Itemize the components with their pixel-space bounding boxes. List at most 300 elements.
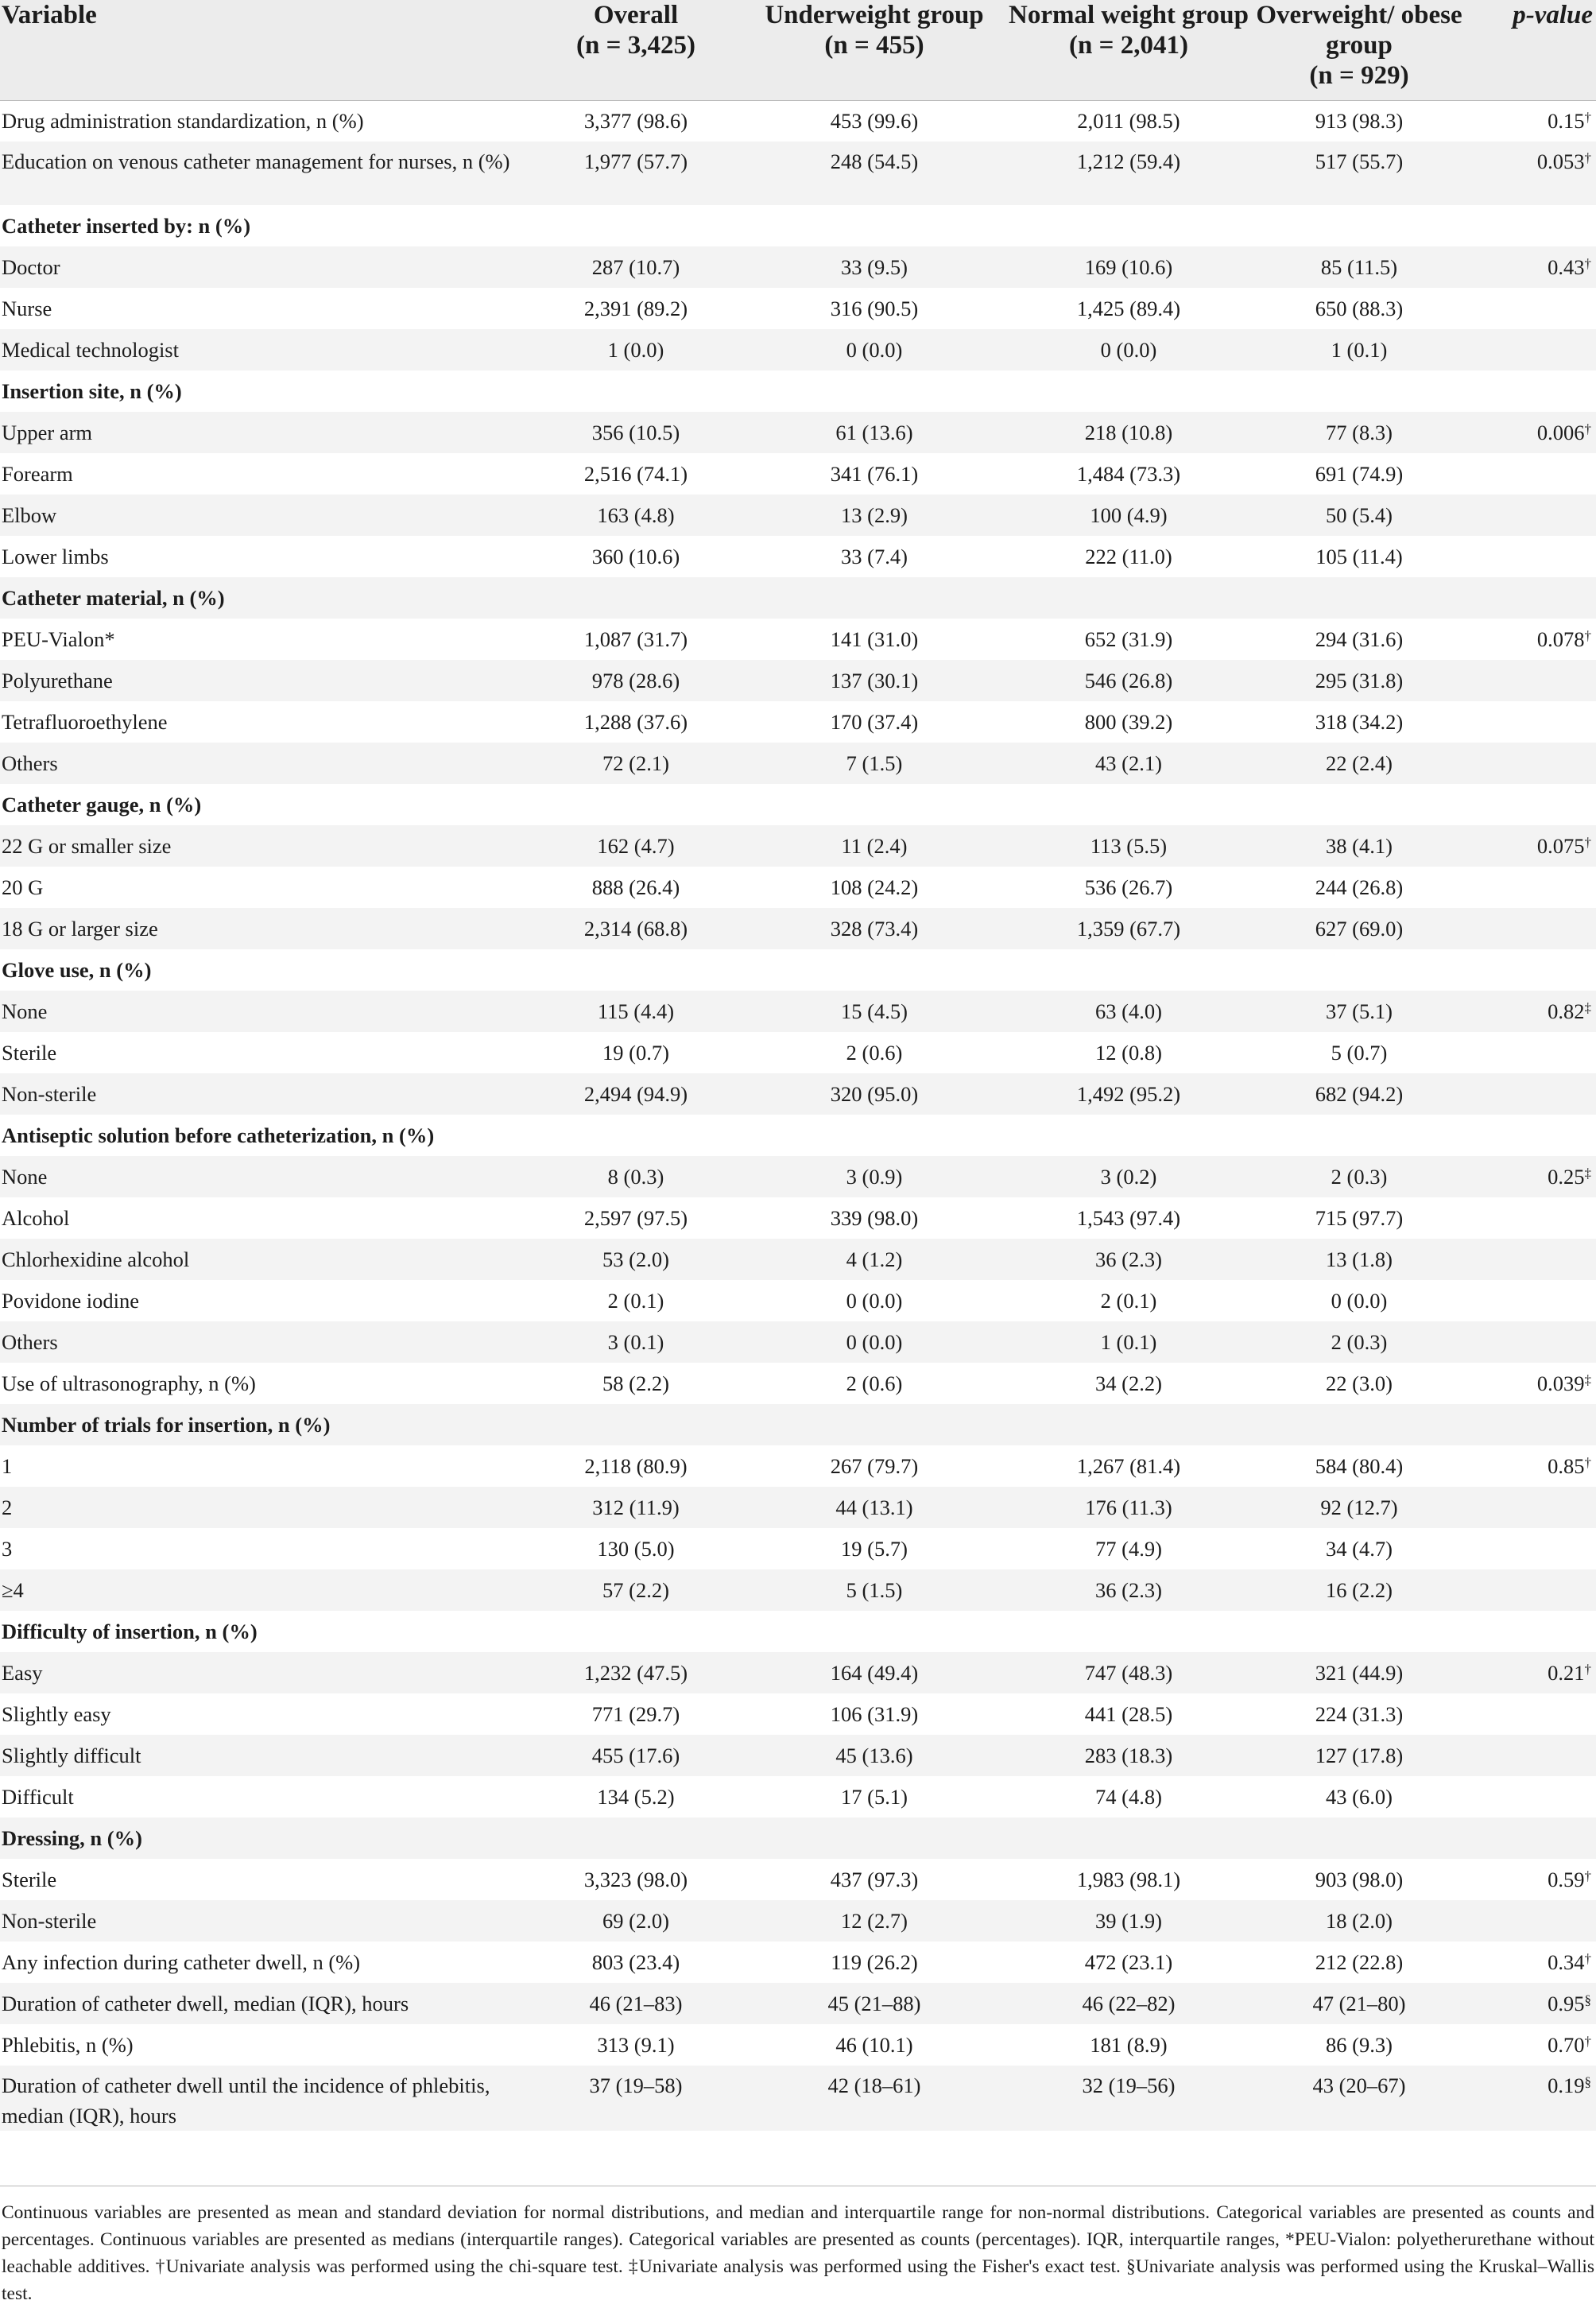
cell-underweight: 0 (0.0) — [846, 1289, 903, 1313]
pvalue-test-marker: § — [1584, 2074, 1591, 2089]
pvalue-test-marker: † — [1584, 2034, 1591, 2049]
cell-normal: 46 (22–82) — [1001, 1983, 1256, 2024]
cell-pvalue — [1462, 1404, 1596, 1445]
cell-overweight: 37 (5.1) — [1256, 991, 1462, 1032]
cell-pvalue — [1462, 1817, 1596, 1859]
cell-normal — [1001, 1817, 1256, 1859]
cell-pvalue — [1462, 1280, 1596, 1321]
cell-underweight: 46 (10.1) — [835, 2033, 913, 2057]
pvalue-text: 0.70 — [1548, 2033, 1585, 2057]
cell-pvalue — [1462, 288, 1596, 329]
cell-underweight: 453 (99.6) — [747, 100, 1001, 142]
cell-underweight: 2 (0.6) — [846, 1041, 903, 1065]
table-row — [0, 1321, 1596, 1363]
header-normal-title: Normal weight group — [1009, 1, 1249, 29]
row-label: Chlorhexidine alcohol — [0, 1239, 525, 1280]
row-label: Phlebitis, n (%) — [2, 2033, 134, 2057]
cell-pvalue — [1462, 495, 1596, 536]
row-label: ≥4 — [0, 1569, 525, 1611]
row-label: Nurse — [2, 297, 52, 320]
section-label: Antiseptic solution before catheterization, n (%) — [2, 1123, 435, 1147]
cell-underweight: 15 (4.5) — [747, 991, 1001, 1032]
cell-overall: 356 (10.5) — [525, 412, 747, 453]
cell-overweight: 627 (69.0) — [1256, 908, 1462, 949]
cell-underweight — [747, 784, 1001, 825]
cell-overweight: 318 (34.2) — [1315, 710, 1404, 734]
header-underweight — [747, 0, 1001, 100]
cell-pvalue — [1462, 743, 1596, 784]
pvalue-test-marker: † — [1584, 150, 1591, 165]
cell-overall: 162 (4.7) — [525, 825, 747, 867]
pvalue-text: 0.053 — [1536, 149, 1585, 173]
cell-underweight: 45 (13.6) — [747, 1735, 1001, 1776]
cell-normal: 77 (4.9) — [1095, 1537, 1162, 1561]
cell-overall: 19 (0.7) — [602, 1041, 669, 1065]
cell-underweight: 17 (5.1) — [841, 1785, 908, 1809]
table-row — [0, 1776, 1596, 1817]
cell-normal: 1,267 (81.4) — [1076, 1454, 1181, 1478]
cell-normal: 747 (48.3) — [1001, 1652, 1256, 1693]
cell-pvalue — [1462, 908, 1596, 949]
cell-pvalue — [1462, 1363, 1596, 1404]
cell-overall — [525, 370, 747, 412]
section-label: Dressing, n (%) — [0, 1817, 525, 1859]
table-row — [0, 453, 1596, 495]
row-label: Non-sterile — [0, 1900, 525, 1942]
cell-normal: 218 (10.8) — [1001, 412, 1256, 453]
row-label: Drug administration standardization, n (%) — [0, 100, 525, 142]
cell-pvalue — [1462, 100, 1596, 142]
cell-normal: 1,359 (67.7) — [1001, 908, 1256, 949]
cell-overall: 978 (28.6) — [525, 660, 747, 701]
cell-underweight: 4 (1.2) — [747, 1239, 1001, 1280]
cell-overweight: 691 (74.9) — [1315, 462, 1404, 486]
cell-overall: 313 (9.1) — [597, 2033, 675, 2057]
table-body — [0, 100, 1596, 2131]
row-label: Povidone iodine — [2, 1289, 139, 1313]
table-row — [0, 1239, 1596, 1280]
cell-overall: 57 (2.2) — [525, 1569, 747, 1611]
table-row — [0, 100, 1596, 142]
cell-pvalue — [1462, 1776, 1596, 1817]
cell-overweight: 105 (11.4) — [1315, 545, 1403, 568]
cell-overall: 2,516 (74.1) — [583, 462, 688, 486]
header-overweight-n: (n = 929) — [1309, 61, 1409, 90]
cell-overall: 3,377 (98.6) — [525, 100, 747, 142]
cell-overall: 37 (19–58) — [525, 2066, 747, 2131]
cell-normal: 63 (4.0) — [1001, 991, 1256, 1032]
cell-normal: 169 (10.6) — [1001, 246, 1256, 288]
table-row — [0, 908, 1596, 949]
cell-overall: 134 (5.2) — [597, 1785, 675, 1809]
row-label: Elbow — [0, 495, 525, 536]
pvalue-test-marker: § — [1584, 1992, 1591, 2007]
cell-normal — [1001, 949, 1256, 991]
table-row — [0, 495, 1596, 536]
table-row — [0, 1363, 1596, 1404]
cell-pvalue — [1462, 142, 1596, 205]
cell-normal: 1,425 (89.4) — [1076, 297, 1181, 320]
cell-normal: 1,212 (59.4) — [1001, 142, 1256, 205]
cell-normal: 222 (11.0) — [1085, 545, 1172, 568]
row-label: Medical technologist — [0, 329, 525, 370]
table-row — [0, 412, 1596, 453]
table-header — [0, 0, 1596, 100]
cell-normal: 2,011 (98.5) — [1001, 100, 1256, 142]
cell-pvalue — [1462, 1735, 1596, 1776]
table-row — [0, 619, 1596, 660]
row-label: Polyurethane — [0, 660, 525, 701]
cell-pvalue — [1462, 1569, 1596, 1611]
table-row — [0, 2066, 1596, 2131]
pvalue-test-marker: † — [1584, 1455, 1591, 1470]
row-label: Easy — [0, 1652, 525, 1693]
cell-overall: 8 (0.3) — [525, 1156, 747, 1197]
cell-overweight: 43 (6.0) — [1326, 1785, 1393, 1809]
cell-normal: 1,492 (95.2) — [1001, 1073, 1256, 1115]
cell-underweight: 267 (79.7) — [830, 1454, 919, 1478]
section-row — [0, 784, 1596, 825]
cell-overweight: 244 (26.8) — [1315, 875, 1404, 899]
section-row — [0, 577, 1596, 619]
cell-pvalue — [1462, 205, 1596, 246]
table-row — [0, 701, 1596, 743]
cell-overall: 3,323 (98.0) — [583, 1868, 688, 1891]
cell-underweight: 141 (31.0) — [830, 627, 919, 651]
cell-pvalue — [1462, 412, 1596, 453]
cell-overweight: 127 (17.8) — [1256, 1735, 1462, 1776]
cell-overweight: 85 (11.5) — [1256, 246, 1462, 288]
cell-normal — [1001, 1611, 1256, 1652]
cell-overweight: 913 (98.3) — [1256, 100, 1462, 142]
cell-pvalue — [1462, 701, 1596, 743]
cell-overweight: 0 (0.0) — [1331, 1289, 1388, 1313]
cell-overall: 312 (11.9) — [525, 1487, 747, 1528]
cell-underweight — [747, 949, 1001, 991]
cell-normal — [1001, 205, 1256, 246]
row-label: None — [0, 991, 525, 1032]
cell-underweight: 33 (9.5) — [747, 246, 1001, 288]
table-row — [0, 1652, 1596, 1693]
pvalue-text: 0.039 — [1536, 1371, 1585, 1395]
cell-overall: 2 (0.1) — [607, 1289, 664, 1313]
pvalue-text: 0.15 — [1548, 109, 1585, 134]
cell-overall: 69 (2.0) — [525, 1900, 747, 1942]
cell-overweight — [1256, 370, 1462, 412]
section-label: Insertion site, n (%) — [2, 379, 182, 403]
cell-pvalue — [1462, 246, 1596, 288]
cell-overweight — [1256, 949, 1462, 991]
cell-underweight: 119 (26.2) — [831, 1950, 918, 1974]
pvalue-test-marker: † — [1584, 1662, 1591, 1677]
cell-overweight: 295 (31.8) — [1256, 660, 1462, 701]
row-label: Slightly easy — [2, 1702, 111, 1726]
table-row — [0, 1942, 1596, 1983]
cell-overall: 1,977 (57.7) — [525, 142, 747, 205]
header-normal-n: (n = 2,041) — [1069, 31, 1188, 60]
cell-pvalue — [1462, 1983, 1596, 2024]
cell-pvalue — [1462, 1073, 1596, 1115]
cell-pvalue — [1462, 1156, 1596, 1197]
cell-overweight: 18 (2.0) — [1256, 1900, 1462, 1942]
table-row — [0, 2024, 1596, 2066]
cell-overweight: 212 (22.8) — [1315, 1950, 1404, 1974]
cell-normal: 113 (5.5) — [1001, 825, 1256, 867]
cell-overall: 72 (2.1) — [525, 743, 747, 784]
cell-overweight: 2 (0.3) — [1256, 1321, 1462, 1363]
row-label: Education on venous catheter management for nurses, n (%) — [0, 142, 525, 205]
table-row — [0, 1528, 1596, 1569]
cell-normal: 1,543 (97.4) — [1076, 1206, 1181, 1230]
cell-pvalue — [1462, 991, 1596, 1032]
section-label: Number of trials for insertion, n (%) — [0, 1404, 525, 1445]
cell-underweight: 0 (0.0) — [747, 1321, 1001, 1363]
cell-normal — [1001, 784, 1256, 825]
cell-overall: 803 (23.4) — [591, 1950, 680, 1974]
row-label: Forearm — [2, 462, 73, 486]
cell-underweight: 108 (24.2) — [830, 875, 919, 899]
cell-pvalue — [1462, 577, 1596, 619]
cell-normal: 1,484 (73.3) — [1076, 462, 1181, 486]
cell-overweight — [1256, 205, 1462, 246]
pvalue-text: 0.59 — [1548, 1868, 1585, 1891]
cell-normal: 43 (2.1) — [1001, 743, 1256, 784]
section-label: Glove use, n (%) — [2, 958, 152, 982]
cell-normal: 536 (26.7) — [1084, 875, 1173, 899]
row-label: Upper arm — [0, 412, 525, 453]
cell-underweight — [747, 370, 1001, 412]
cell-overweight: 584 (80.4) — [1315, 1454, 1404, 1478]
cell-underweight — [747, 1817, 1001, 1859]
cell-overweight: 77 (8.3) — [1256, 412, 1462, 453]
cell-underweight: 341 (76.1) — [830, 462, 919, 486]
cell-overall: 2,314 (68.8) — [525, 908, 747, 949]
pvalue-test-marker: † — [1584, 1868, 1591, 1883]
cell-overweight: 715 (97.7) — [1315, 1206, 1404, 1230]
pvalue-text: 0.43 — [1548, 255, 1585, 279]
row-label: 22 G or smaller size — [0, 825, 525, 867]
table-row — [0, 991, 1596, 1032]
cell-overweight: 682 (94.2) — [1256, 1073, 1462, 1115]
cell-overweight — [1256, 1404, 1462, 1445]
cell-overall: 2,391 (89.2) — [583, 297, 688, 320]
row-label: Non-sterile — [0, 1073, 525, 1115]
cell-underweight — [747, 1611, 1001, 1652]
table-row — [0, 246, 1596, 288]
table-row — [0, 142, 1596, 205]
cell-pvalue — [1462, 536, 1596, 577]
header-underweight-title: Underweight group — [765, 1, 984, 29]
cell-underweight: 164 (49.4) — [747, 1652, 1001, 1693]
cell-overweight: 5 (0.7) — [1331, 1041, 1388, 1065]
row-label: Difficult — [2, 1785, 74, 1809]
cell-pvalue — [1462, 1239, 1596, 1280]
row-label: 18 G or larger size — [0, 908, 525, 949]
table-row — [0, 288, 1596, 329]
cell-overall: 771 (29.7) — [591, 1702, 680, 1726]
row-label: Any infection during catheter dwell, n (%) — [2, 1950, 361, 1974]
cell-overall: 455 (17.6) — [525, 1735, 747, 1776]
cell-overweight: 13 (1.8) — [1256, 1239, 1462, 1280]
table-row — [0, 867, 1596, 908]
table-row — [0, 1445, 1596, 1487]
cell-underweight: 3 (0.9) — [747, 1156, 1001, 1197]
cell-underweight — [747, 1404, 1001, 1445]
cell-pvalue — [1462, 1611, 1596, 1652]
cell-pvalue — [1462, 1197, 1596, 1239]
row-label: Others — [0, 743, 525, 784]
header-overweight-title: Overweight/ obese group — [1256, 1, 1462, 60]
cell-overall: 2,597 (97.5) — [583, 1206, 688, 1230]
cell-normal: 652 (31.9) — [1084, 627, 1173, 651]
table-row — [0, 536, 1596, 577]
cell-overall: 163 (4.8) — [525, 495, 747, 536]
cell-pvalue — [1462, 2066, 1596, 2131]
cell-overweight — [1256, 1115, 1462, 1156]
cell-overall — [525, 949, 747, 991]
section-row — [0, 949, 1596, 991]
cell-pvalue — [1462, 2024, 1596, 2066]
cell-overweight — [1256, 784, 1462, 825]
cell-overweight: 903 (98.0) — [1315, 1868, 1404, 1891]
header-pvalue: p-value — [1462, 0, 1596, 100]
cell-normal: 39 (1.9) — [1001, 1900, 1256, 1942]
cell-pvalue — [1462, 1693, 1596, 1735]
cell-overall: 2,494 (94.9) — [525, 1073, 747, 1115]
pvalue-test-marker: ‡ — [1584, 1000, 1591, 1015]
cell-pvalue — [1462, 1942, 1596, 1983]
table-row — [0, 1735, 1596, 1776]
cell-normal: 34 (2.2) — [1095, 1371, 1162, 1395]
cell-underweight — [747, 1115, 1001, 1156]
cell-overweight: 43 (20–67) — [1256, 2066, 1462, 2131]
pvalue-text: 0.19 — [1548, 2073, 1585, 2097]
cell-normal — [1001, 370, 1256, 412]
table-row — [0, 1569, 1596, 1611]
cell-overall: 360 (10.6) — [591, 545, 680, 568]
pvalue-test-marker: † — [1584, 110, 1591, 126]
table-row — [0, 1983, 1596, 2024]
cell-normal: 1,983 (98.1) — [1076, 1868, 1181, 1891]
cell-overall — [525, 577, 747, 619]
table-row — [0, 1156, 1596, 1197]
cell-normal: 181 (8.9) — [1090, 2033, 1168, 2057]
table-row — [0, 329, 1596, 370]
cell-pvalue — [1462, 1445, 1596, 1487]
cell-normal: 0 (0.0) — [1001, 329, 1256, 370]
cell-overall: 1,288 (37.6) — [583, 710, 688, 734]
pvalue-text: 0.95 — [1548, 1992, 1585, 2015]
cell-overweight — [1256, 1611, 1462, 1652]
table-row — [0, 1032, 1596, 1073]
pvalue-test-marker: † — [1584, 1951, 1591, 1966]
cell-underweight: 33 (7.4) — [841, 545, 908, 568]
cell-overweight: 50 (5.4) — [1256, 495, 1462, 536]
table-row — [0, 1280, 1596, 1321]
cell-overall — [525, 784, 747, 825]
cell-normal: 283 (18.3) — [1001, 1735, 1256, 1776]
section-label: Catheter material, n (%) — [0, 577, 525, 619]
cell-overall — [525, 1115, 747, 1156]
cell-overweight: 47 (21–80) — [1256, 1983, 1462, 2024]
pvalue-text: 0.21 — [1548, 1661, 1585, 1685]
cell-overall — [525, 205, 747, 246]
pvalue-text: 0.85 — [1548, 1454, 1585, 1478]
cell-normal: 32 (19–56) — [1001, 2066, 1256, 2131]
header-underweight-n: (n = 455) — [824, 31, 924, 60]
cell-pvalue — [1462, 1032, 1596, 1073]
cell-pvalue — [1462, 1900, 1596, 1942]
row-label: 3 — [2, 1537, 13, 1561]
table-row — [0, 1487, 1596, 1528]
cell-pvalue — [1462, 1528, 1596, 1569]
pvalue-text: 0.078 — [1536, 627, 1585, 651]
cell-overweight: 22 (2.4) — [1256, 743, 1462, 784]
cell-overweight: 517 (55.7) — [1256, 142, 1462, 205]
cell-underweight: 61 (13.6) — [747, 412, 1001, 453]
row-label: 1 — [2, 1454, 13, 1478]
header-overweight — [1256, 0, 1462, 100]
row-label: Alcohol — [2, 1206, 70, 1230]
cell-normal: 12 (0.8) — [1095, 1041, 1162, 1065]
row-label: Use of ultrasonography, n (%) — [2, 1371, 256, 1395]
cell-underweight: 437 (97.3) — [830, 1868, 919, 1891]
cell-underweight: 12 (2.7) — [747, 1900, 1001, 1942]
table-row — [0, 743, 1596, 784]
cell-underweight: 0 (0.0) — [747, 329, 1001, 370]
cell-overweight: 34 (4.7) — [1326, 1537, 1393, 1561]
cell-underweight: 137 (30.1) — [747, 660, 1001, 701]
cell-overall: 287 (10.7) — [525, 246, 747, 288]
cell-underweight: 45 (21–88) — [747, 1983, 1001, 2024]
cell-overall: 2,118 (80.9) — [584, 1454, 688, 1478]
cell-normal: 472 (23.1) — [1084, 1950, 1173, 1974]
cell-overall: 1,232 (47.5) — [525, 1652, 747, 1693]
row-label: 2 — [0, 1487, 525, 1528]
cell-overweight: 321 (44.9) — [1256, 1652, 1462, 1693]
cell-pvalue — [1462, 825, 1596, 867]
cell-normal: 800 (39.2) — [1084, 710, 1173, 734]
section-row — [0, 1404, 1596, 1445]
cell-pvalue — [1462, 660, 1596, 701]
pvalue-test-marker: † — [1584, 421, 1591, 436]
section-row — [0, 205, 1596, 246]
row-label: Slightly difficult — [0, 1735, 525, 1776]
cell-underweight: 42 (18–61) — [747, 2066, 1001, 2131]
cell-overall: 1 (0.0) — [525, 329, 747, 370]
header-overall-title: Overall — [593, 1, 679, 29]
row-label: Sterile — [2, 1041, 57, 1065]
table-row — [0, 825, 1596, 867]
cell-overall: 130 (5.0) — [597, 1537, 675, 1561]
cell-underweight: 320 (95.0) — [747, 1073, 1001, 1115]
cell-pvalue — [1462, 1321, 1596, 1363]
cell-overall: 46 (21–83) — [525, 1983, 747, 2024]
cell-overweight: 224 (31.3) — [1315, 1702, 1404, 1726]
cell-overall: 1,087 (31.7) — [583, 627, 688, 651]
pvalue-test-marker: ‡ — [1584, 1372, 1591, 1387]
row-label: Duration of catheter dwell until the incidence of phlebitis, median (IQR), hours — [0, 2066, 525, 2131]
cell-underweight: 248 (54.5) — [747, 142, 1001, 205]
cell-overweight: 38 (4.1) — [1256, 825, 1462, 867]
section-row — [0, 370, 1596, 412]
cell-overweight: 294 (31.6) — [1315, 627, 1404, 651]
row-label: Lower limbs — [2, 545, 109, 568]
cell-overweight — [1256, 1817, 1462, 1859]
cell-normal — [1001, 577, 1256, 619]
cell-normal — [1001, 1404, 1256, 1445]
cell-overall: 888 (26.4) — [591, 875, 680, 899]
